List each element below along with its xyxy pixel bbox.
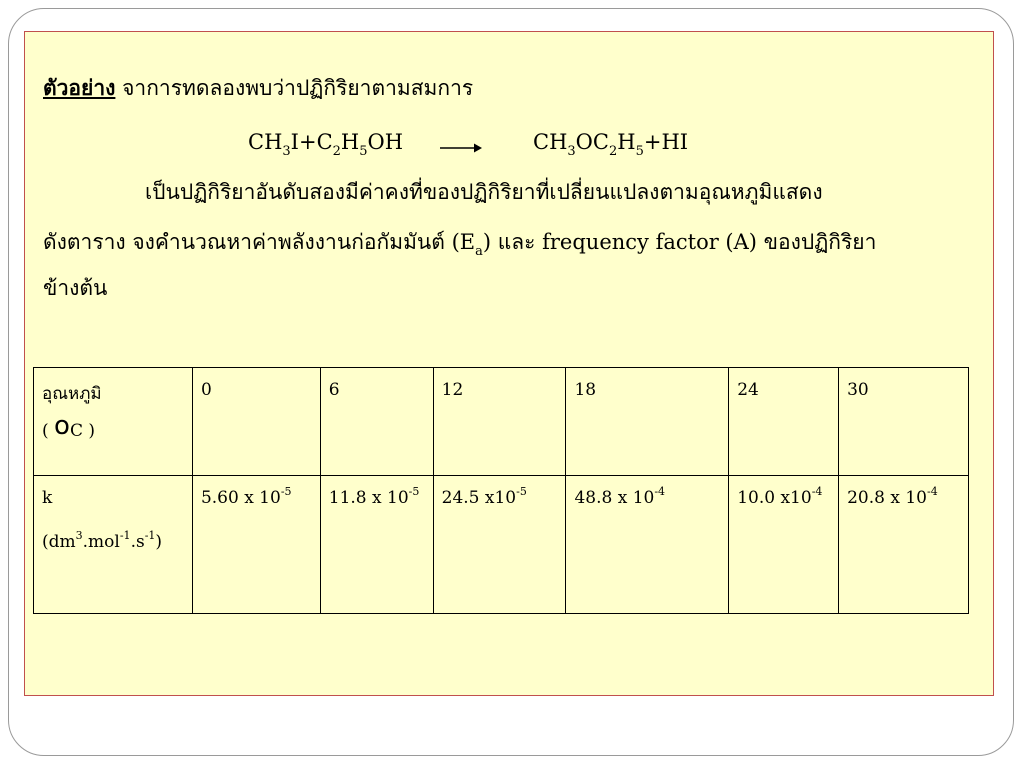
- table-cell: 5.60 x $10^{-5}$: [192, 476, 320, 614]
- temperature-row: [34, 368, 969, 476]
- paragraph-line-2: ดังตาราง จงคำนวณหาค่าพลังงานก่อกัมมันต์ $(E_a)$ และ frequency factor (A) ของปฏิกิริยา: [43, 230, 877, 259]
- reaction-arrow-icon: [440, 142, 482, 154]
- rate-constant-label: k: [42, 488, 53, 508]
- products: $CH_3OC_2H_5+HI$: [533, 130, 689, 159]
- table-cell: 10.0 $x10^{-4}$: [729, 476, 839, 614]
- rate-constant-table: [33, 367, 969, 614]
- degree-symbol: o: [54, 411, 70, 441]
- intro-line: [43, 72, 473, 105]
- table-cell: 11.8 x $10^{-5}$: [320, 476, 433, 614]
- table-cell: 24: [729, 368, 839, 476]
- intro-text: จาการทดลองพบว่าปฏิกิริยาตามสมการ: [122, 76, 474, 100]
- example-heading: ตัวอย่าง: [43, 75, 116, 100]
- paragraph-line-3: ข้างต้น: [43, 276, 108, 300]
- table-cell: 20.8 x $10^{-4}$: [839, 476, 969, 614]
- temperature-unit: ( oC ): [42, 411, 96, 441]
- table-cell: 24.5 $x10^{-5}$: [433, 476, 566, 614]
- table-cell: 12: [433, 368, 566, 476]
- table-cell: 48.8 x $10^{-4}$: [566, 476, 729, 614]
- rate-constant-label-cell: [34, 476, 193, 614]
- paragraph-line-1: เป็นปฏิกิริยาอันดับสองมีค่าคงที่ของปฏิกิริยาที่เปลี่ยนแปลงตามอุณหภูมิแสดง: [145, 180, 823, 204]
- rate-constant-row: [34, 476, 969, 614]
- temperature-label: อุณหภูมิ: [42, 384, 102, 404]
- table-cell: 6: [320, 368, 433, 476]
- table-cell: 30: [839, 368, 969, 476]
- rate-constant-unit: $(dm^3.mol^{-1}.s^{-1})$: [42, 529, 163, 552]
- temperature-label-cell: [34, 368, 193, 476]
- reactants: $CH_3I+C_2H_5OH$: [248, 130, 404, 159]
- table-cell: 18: [566, 368, 729, 476]
- table-cell: 0: [192, 368, 320, 476]
